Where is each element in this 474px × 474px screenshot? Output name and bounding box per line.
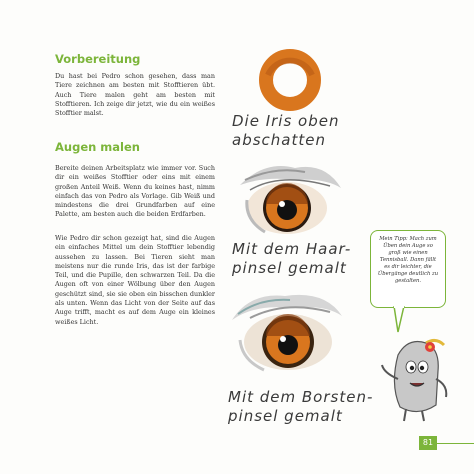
caption-iris-shading: Die Iris oben abschatten [232,112,340,149]
tip-bubble-pointer [392,306,406,334]
eye-bristlebrush-illustration [230,290,345,375]
iris-ring-illustration [255,45,325,115]
page-number: 81 [422,438,434,447]
paragraph-eyes-details: Wie Pedro dir schon gezeigt hat, sind die Augen ein einfaches Mittel um dein Stofftier lebendig aussehen zu lassen. Bei Tieren sieht man meistens nur die runde Iris, das ist der farbige Teil, und die Pupille, den schwarzen Teil. Da die Augen oft von einer Wölbung über den Augen geschützt sind, sie sie oben ein bisschen dunkler als unten. Wenn das Licht von der Seite auf das Auge trifft, macht es auf dem Auge ein kleines weißes Licht. [55,234,215,326]
tip-bubble: Mein Tipp: Mach zum Üben dein Auge so groß wie einen Tennisball. Dann fällt es dir leichter, die Übergänge deutlich zu gestalten. [370,230,446,308]
caption-bristlebrush: Mit dem Borsten- pinsel gemalt [228,388,374,425]
eye-hairbrush-illustration [235,160,345,240]
footer-rule [437,443,474,444]
heading-eyes: Augen malen [55,140,140,154]
paragraph-eyes-intro: Bereite deinen Arbeitsplatz wie immer vor. Such dir ein weißes Stofftier oder eins mit einem großen Anteil Weiß. Wenn du keines hast, nimm einfach das von Pedro als Vorlage. Gib Weiß und mindestens die drei Grundfarben auf eine Palette, am besten auch die beiden Erdfarben. [55,164,215,219]
paragraph-preparation: Du hast bei Pedro schon gesehen, dass man Tiere zeichnen am besten mit Stofftieren übt. Auch Tiere malen geht am besten mit Stofftieren. Ich zeige dir jetzt, wie du ein weißes Stofftier malst. [55,72,215,118]
caption-hairbrush: Mit dem Haar- pinsel gemalt [232,240,352,277]
mascot-illustration [378,335,458,425]
heading-preparation: Vorbereitung [55,52,141,66]
